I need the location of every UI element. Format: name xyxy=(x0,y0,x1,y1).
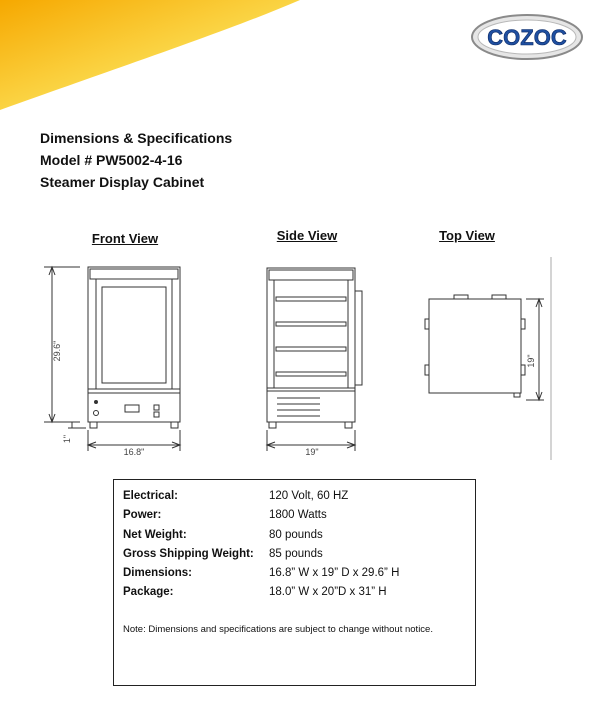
spec-value: 18.0” W x 20”D x 31” H xyxy=(269,586,387,598)
disclaimer-note: Note: Dimensions and specifications are subject to change without notice. xyxy=(123,624,433,635)
spec-value: 85 pounds xyxy=(269,548,323,560)
spec-value: 120 Volt, 60 HZ xyxy=(269,490,349,502)
section-title: Dimensions & Specifications xyxy=(40,130,233,146)
spec-value: 1800 Watts xyxy=(269,509,327,521)
spec-value: 16.8” W x 19” D x 29.6” H xyxy=(269,567,400,579)
front-foot-label: 1" xyxy=(62,434,72,444)
front-view-title: Front View xyxy=(91,231,159,246)
front-view-drawing xyxy=(30,255,195,460)
spec-value: 80 pounds xyxy=(269,529,323,541)
logo-text: COZOC xyxy=(487,25,567,50)
spec-label: Power: xyxy=(123,509,162,521)
product-name: Steamer Display Cabinet xyxy=(40,174,205,190)
side-depth-label: 19" xyxy=(305,447,319,457)
front-width-label: 16.8" xyxy=(123,447,145,457)
top-depth-label: 19" xyxy=(526,354,536,368)
cozoc-logo xyxy=(470,12,585,62)
front-height-label: 29.6" xyxy=(52,340,62,362)
top-view-title: Top View xyxy=(439,228,495,243)
spec-label: Gross Shipping Weight: xyxy=(123,548,254,560)
top-view-drawing xyxy=(420,255,555,460)
corner-swoosh-decoration xyxy=(0,0,330,120)
spec-label: Net Weight: xyxy=(123,529,187,541)
side-view-title: Side View xyxy=(276,228,338,243)
spec-label: Package: xyxy=(123,586,174,598)
spec-label: Electrical: xyxy=(123,490,178,502)
specifications-box xyxy=(113,479,476,686)
model-number: Model # PW5002-4-16 xyxy=(40,152,183,168)
spec-label: Dimensions: xyxy=(123,567,193,579)
side-view-drawing xyxy=(255,255,385,460)
